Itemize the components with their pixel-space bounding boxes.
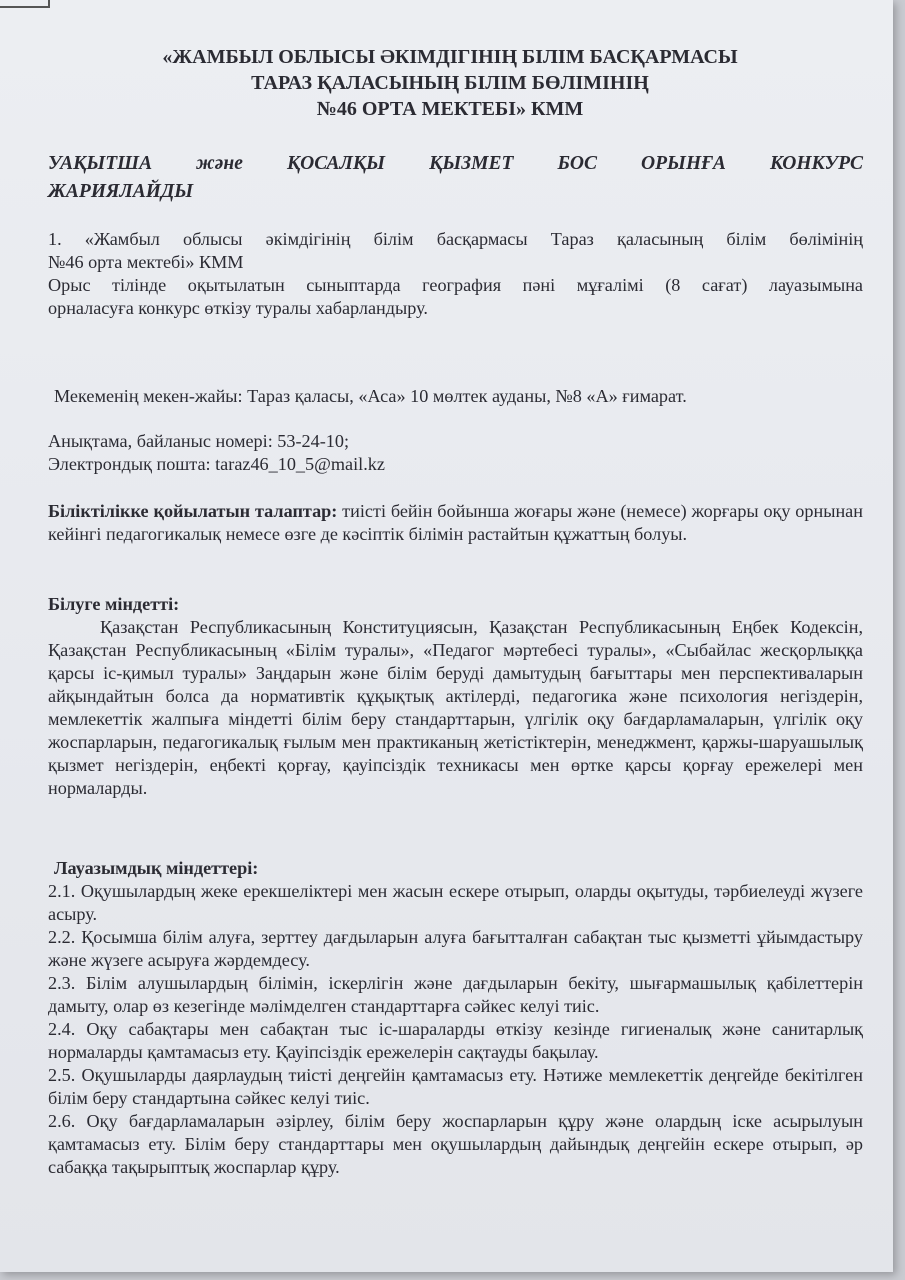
phone-line: Анықтама, байланыс номері: 53-24-10;	[48, 431, 350, 451]
document-header	[40, 44, 860, 122]
duties-section	[48, 857, 863, 1179]
duty-item: 2.1. Оқушылардың жеке ерекшеліктері мен жасын ескере отырып, оларды оқытуды, тәрбиелеуді жүзеге асыру.	[48, 881, 863, 924]
duty-item: 2.5. Оқушыларды даярлаудың тиісті деңгейін қамтамасыз ету. Нәтиже мемлекеттік деңгейде бекітілген білім беру стандартына сәйкес келуі тиіс.	[48, 1065, 863, 1108]
knowledge-text: Қазақстан Республикасының Конституциясын, Қазақстан Республикасының Еңбек Кодексін, Қазақстан Республикасының «Білім туралы», «Педагог мәртебесі туралы», «Сыбайлас жесқорлыққа қарсы іс-қимыл туралы» Заңдарын және білім беруді дамытудың бағыттары мен перспективаларын айқындайтын болса да нормативтік құқықтық актілерді, педагогика және психология негіздерін, мемлекеттік жалпыға міндетті білім беру стандарттарын, үлгілік оқу бағдарламаларын, үлгілік оқу жоспарларын, педагогикалық ғылым мен практиканың жетістіктерін, менеджмент, қаржы-шаруашылық қызмет негіздерін, еңбекті қорғау, қауіпсіздік техникасы мен өртке қарсы қорғау ережелері мен нормаларды.	[48, 617, 863, 798]
qualification-paragraph	[48, 500, 863, 546]
intro-line-3: Орыс тілінде оқытылатын сыныптарда география пәні мұғалімі (8 сағат) лауазымына	[48, 275, 863, 295]
duty-item: 2.2. Қосымша білім алуға, зерттеу дағдыларын алуға бағытталған сабақтан тыс қызметті ұйымдастыру және жүзеге асыруға жәрдемдесу.	[48, 927, 863, 970]
knowledge-section	[48, 593, 863, 800]
intro-paragraph	[48, 228, 863, 320]
qualification-label: Біліктілікке қойылатын талаптар:	[48, 501, 338, 521]
header-line-1: «ЖАМБЫЛ ОБЛЫСЫ ӘКІМДІГІНІҢ БІЛІМ БАСҚАРМАСЫ	[162, 46, 738, 68]
qualification-text: тиісті бейін бойынша жоғары және (немесе) жорғары оқу орнынан кейінгі педагогикалық немесе өзге де кәсіптік білімін растайтын құжаттың болуы.	[48, 501, 863, 544]
corner-pen-mark	[0, 0, 50, 8]
announcement-title	[48, 150, 863, 206]
intro-line-2: №46 орта мектебі» КММ	[48, 252, 244, 272]
announcement-line-1: УАҚЫТША және ҚОСАЛҚЫ ҚЫЗМЕТ БОС ОРЫНҒА КОНКУРС	[48, 153, 863, 174]
duty-item: 2.4. Оқу сабақтары мен сабақтан тыс іс-шараларды өткізу кезінде гигиеналық және санитарлық нормаларды қамтамасыз ету. Қауіпсіздік ережелерін сақтауды бақылау.	[48, 1019, 863, 1062]
knowledge-label: Білуге міндетті:	[48, 594, 180, 614]
email-line: Электрондық пошта: taraz46_10_5@mail.kz	[48, 454, 385, 474]
address-line: Мекеменің мекен-жайы: Тараз қаласы, «Аса» 10 мөлтек ауданы, №8 «А» ғимарат.	[54, 386, 687, 406]
intro-line-4: орналасуға конкурс өткізу туралы хабарландыру.	[48, 298, 428, 318]
duty-item: 2.3. Білім алушылардың білімін, іскерлігін және дағдыларын бекіту, шығармашылық қабілеттерін дамыту, олар өз кезегінде мәлімделген стандарттарға сәйкес келуі тиіс.	[48, 973, 863, 1016]
duty-item: 2.6. Оқу бағдарламаларын әзірлеу, білім беру жоспарларын құру және олардың іске асырылуын қамтамасыз ету. Білім беру стандарттары мен оқушылардың дайындық деңгейін ескере отырып, әр сабаққа тақырыптық жоспарлар құру.	[48, 1111, 863, 1177]
announcement-line-2: ЖАРИЯЛАЙДЫ	[48, 181, 194, 202]
contacts-block	[48, 430, 863, 476]
duties-label: Лауазымдық міндеттері:	[54, 858, 259, 878]
intro-line-1: 1. «Жамбыл облысы әкімдігінің білім басқармасы Тараз қаласының білім бөлімінің	[48, 229, 863, 249]
header-line-3: №46 ОРТА МЕКТЕБІ» КММ	[316, 98, 584, 120]
header-line-2: ТАРАЗ ҚАЛАСЫНЫҢ БІЛІМ БӨЛІМІНІҢ	[251, 72, 649, 94]
